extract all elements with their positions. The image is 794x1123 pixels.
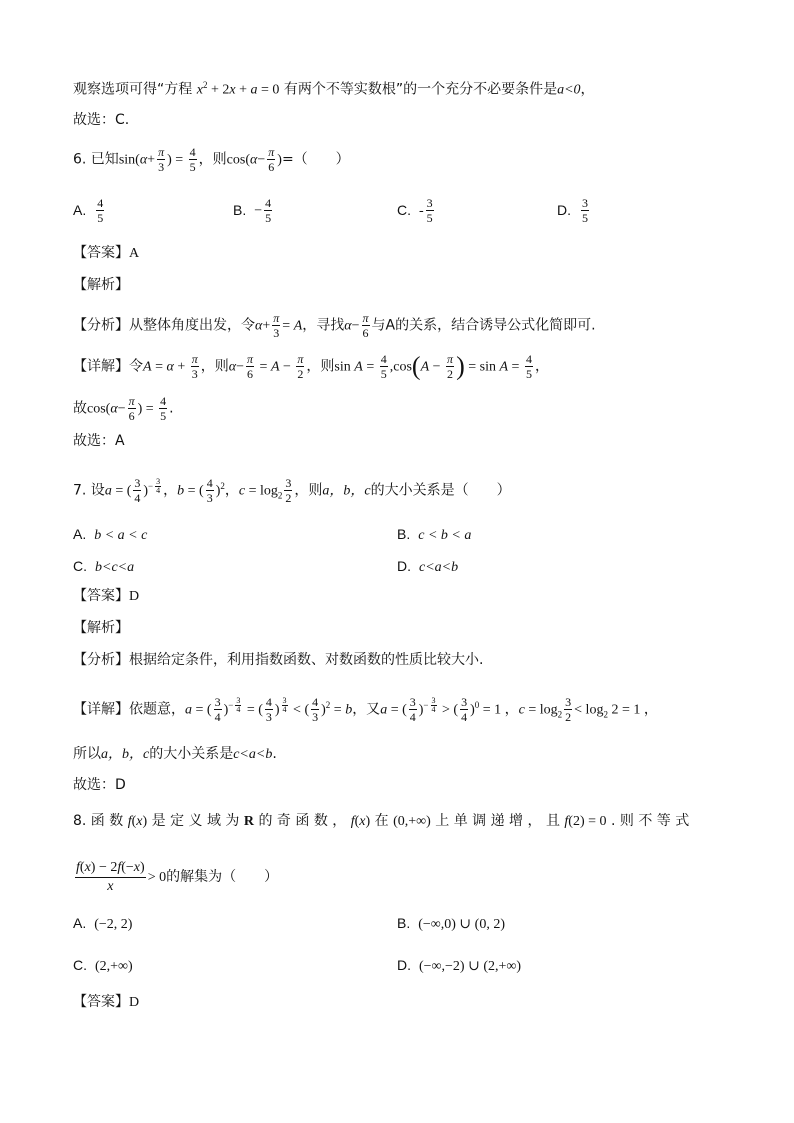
option-text: (−∞,0) ∪ (0, 2) [418, 917, 505, 932]
option-text: c<a<b [419, 560, 459, 575]
label: D. [557, 201, 571, 218]
q8-option-a[interactable] [73, 913, 132, 935]
option-text: c < b < a [418, 528, 472, 543]
label: B. [397, 915, 411, 931]
option-text: (−∞,−2) ∪ (2,+∞) [419, 959, 522, 974]
so-7 [73, 744, 277, 765]
label: A. [73, 915, 87, 931]
text: 的大小关系是 [149, 746, 234, 762]
label: D. [397, 957, 411, 973]
option-text: (2,+∞) [95, 959, 133, 974]
text: 在 [374, 813, 389, 829]
relation: c<a<b [233, 747, 273, 762]
variables: a，b，c [322, 483, 371, 499]
answer-tag: 【答案】 [73, 588, 129, 604]
answer-value: D [129, 995, 140, 1010]
label: C. [73, 558, 87, 574]
condition: a<0 [557, 82, 581, 98]
tag: 【详解】 [73, 358, 129, 375]
text: ，则 [200, 358, 229, 375]
answer-value: D [129, 589, 140, 604]
question-7: 7. 设a = ( $\frac{3}{4}$ )$^{- \frac{3}{4}}$ ，b = ( $\frac{4}{3}$ )$^2$，$c = \log_2$ $\frac{3}{2}$ ，则a，b，c的大小关系是（ ） [73, 476, 511, 506]
text: 有两个不等实数根”的一个充分不必要条件是 [283, 81, 558, 98]
text: . [169, 400, 174, 417]
answer-tag: 【答案】 [73, 245, 129, 261]
analysis-tag-6: 【解析】 [73, 277, 129, 293]
label: C. [73, 957, 87, 973]
option-text: (−2, 2) [94, 917, 133, 932]
q6-option-a[interactable]: A. $\frac{4}{5}$ [73, 196, 104, 225]
text: 的大小关系是（ ） [370, 482, 511, 499]
text: 的 奇 函 数 ， [258, 813, 347, 829]
q6-option-b[interactable]: B. − $\frac{4}{5}$ [233, 196, 272, 225]
select-6: 故选：A [73, 433, 125, 449]
q7-option-d[interactable] [397, 556, 458, 578]
answer-tag: 【答案】 [73, 994, 129, 1010]
tag: 【详解】 [73, 701, 129, 718]
text-line-1: 观察选项可得“方程 $x^2 + 2x + a = 0$ 有两个不等实数根”的一个充分不必要条件是a<0， [73, 80, 595, 98]
text: ，则 [198, 151, 227, 168]
tag: 【分析】 [73, 317, 129, 334]
q7-option-c[interactable] [73, 556, 134, 578]
text: . [272, 746, 277, 762]
analysis-7 [73, 650, 483, 670]
detail-6: 【详解】令A = α + $\frac{\pi}{3}$ ，则α− $\frac{\pi}{6}$ = A − $\frac{\pi}{2}$ ，则sin A = $\frac{4}{5}$ ,cos(A − $\frac{\pi}{2}$ ) = sin A = $\frac{4}{5}$ ， [73, 351, 549, 381]
text: ， [534, 358, 549, 375]
label: B. [233, 201, 247, 218]
option-text: b<c<a [95, 560, 135, 575]
q7-option-a[interactable] [73, 524, 147, 546]
question-6: 6. 已知sin(α+ $\frac{\pi}{3}$ ) = $\frac{4}{5}$ ，则cos(α− $\frac{\pi}{6}$ )=（ ） [73, 145, 350, 174]
select-line: 故选：C. [73, 112, 130, 128]
therefore-6: 故cos(α− $\frac{\pi}{6}$ ) = $\frac{4}{5}$ . [73, 394, 174, 423]
text: 从整体角度出发，令 [129, 317, 255, 334]
reals-symbol: R [243, 814, 255, 829]
answer-value: A [129, 246, 140, 261]
answer-7 [73, 586, 139, 607]
text: 故 [73, 400, 87, 417]
tag: 【分析】 [73, 652, 129, 668]
text: 观察选项可得“方程 [73, 81, 193, 98]
text: 6. 已知 [73, 151, 119, 168]
text: =（ ） [281, 151, 350, 168]
text: 依题意， [129, 701, 185, 718]
analysis-6: 【分析】从整体角度出发，令α+ $\frac{\pi}{3}$ = A，寻找α− $\frac{\pi}{6}$ 与A的关系，结合诱导公式化简即可. [73, 311, 596, 340]
q8-option-d[interactable] [397, 955, 521, 977]
label: A. [73, 201, 87, 218]
text: ，又 [352, 701, 381, 718]
analysis-tag-7: 【解析】 [73, 620, 129, 636]
text: ，则 [294, 482, 323, 499]
text: 上 单 调 递 增 ， 且 [435, 813, 560, 829]
q6-option-c[interactable]: C. - $\frac{3}{5}$ [397, 196, 433, 225]
text: 7. 设 [73, 482, 105, 499]
variables: a，b，c [101, 747, 150, 762]
q8-option-c[interactable] [73, 955, 133, 977]
text: 令 [129, 358, 143, 375]
q7-option-b[interactable] [397, 524, 471, 546]
text: 8. 函 数 [73, 813, 124, 829]
answer-8 [73, 992, 139, 1013]
option-text: b < a < c [94, 528, 148, 543]
text: ， [580, 81, 595, 98]
label: D. [397, 558, 411, 574]
text: ，则 [306, 358, 335, 375]
select-7: 故选：D [73, 777, 126, 793]
question-8-inequality: $\frac{f(x) - 2f(-x)}{x}$ > 0的解集为（ ） [76, 860, 279, 894]
text: 与A的关系，结合诱导公式化简即可. [371, 317, 596, 334]
text: 根据给定条件，利用指数函数、对数函数的性质比较大小. [129, 652, 484, 668]
label: A. [73, 526, 87, 542]
question-8: 8. 函 数 f(x) 是 定 义 域 为 R 的 奇 函 数 ， f(x) 在 (0,+∞) 上 单 调 递 增 ， 且 f(2) = 0 . 则 不 等 式 [73, 813, 690, 829]
text: ，寻找 [302, 317, 345, 334]
answer-6 [73, 243, 139, 264]
q8-option-b[interactable] [397, 913, 505, 935]
detail-7: 【详解】依题意，a = ( $\frac{3}{4}$ )$^{- \frac{3}{4}}$ = ( $\frac{4}{3}$ ) $^{\frac{3}{4}}$ < ( $\frac{4}{3}$ )$^2$ = b，又a = ( $\frac{3}{4}$ )$^{- \frac{3}{4}}$ > ( $\frac{3}{4}$ )$^0$ = 1 ，$c = \log_2$ $\frac{3}{2}$ < $\log_2 2 = 1$ ， [73, 695, 658, 725]
text: 所以 [73, 746, 101, 762]
text: 的解集为（ ） [166, 869, 279, 885]
text: . 则 不 等 式 [610, 813, 690, 829]
label: B. [397, 526, 411, 542]
label: C. [397, 201, 411, 218]
q6-option-d[interactable]: D. $\frac{3}{5}$ [557, 196, 588, 225]
text: 是 定 义 域 为 [151, 813, 240, 829]
